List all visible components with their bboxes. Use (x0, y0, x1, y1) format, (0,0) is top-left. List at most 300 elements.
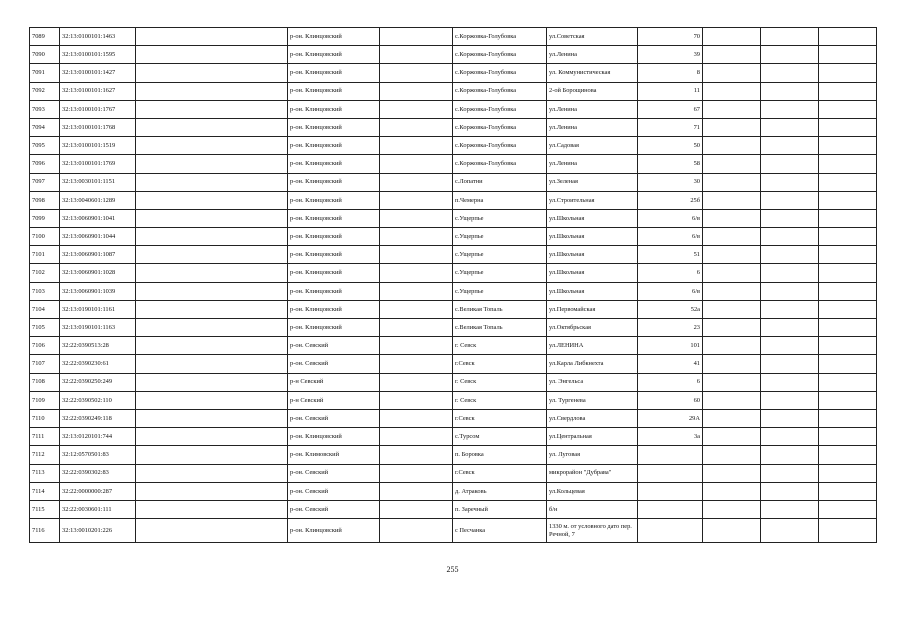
locality-cell: с.Ущерпье (453, 264, 547, 282)
extra-col-2-cell (761, 173, 819, 191)
cadastral-number-cell: 32:13:0100101:1768 (60, 118, 136, 136)
street-cell: ул.ЛЕНИНА (547, 337, 638, 355)
extra-col-3-cell (819, 282, 877, 300)
district-cell: р-он. Клинцовский (288, 64, 380, 82)
cadastral-number-cell: 32:22:0030601:111 (60, 500, 136, 518)
cadastral-number-cell: 32:13:0030101:1151 (60, 173, 136, 191)
settlement-type-cell (380, 137, 453, 155)
district-cell: р-он. Клинцовский (288, 155, 380, 173)
extra-col-1-cell (703, 519, 761, 543)
object-name-cell (136, 446, 288, 464)
cadastral-number-cell: 32:22:0000000:287 (60, 482, 136, 500)
street-cell: ул.Ленина (547, 46, 638, 64)
house-number-cell: 51 (638, 246, 703, 264)
record-number-cell: 7098 (30, 191, 60, 209)
house-number-cell: 11 (638, 82, 703, 100)
locality-cell: г.Севск (453, 355, 547, 373)
cadastral-number-cell: 32:13:0100101:1627 (60, 82, 136, 100)
cadastral-number-cell: 32:13:0190101:1161 (60, 300, 136, 318)
extra-col-1-cell (703, 319, 761, 337)
extra-col-2-cell (761, 246, 819, 264)
settlement-type-cell (380, 355, 453, 373)
district-cell: р-он. Клинцовский (288, 519, 380, 543)
extra-col-1-cell (703, 482, 761, 500)
street-cell: ул.Ленина (547, 100, 638, 118)
district-cell: р-он. Севский (288, 409, 380, 427)
record-number-cell: 7110 (30, 409, 60, 427)
extra-col-1-cell (703, 82, 761, 100)
house-number-cell: 30 (638, 173, 703, 191)
cadastral-number-cell: 32:22:0390302:83 (60, 464, 136, 482)
cadastral-number-cell: 32:13:0100101:1427 (60, 64, 136, 82)
street-cell: ул.Кольцевая (547, 482, 638, 500)
house-number-cell: 6 (638, 264, 703, 282)
extra-col-1-cell (703, 155, 761, 173)
cadastral-number-cell: 32:13:0010201:226 (60, 519, 136, 543)
locality-cell: п. Боровка (453, 446, 547, 464)
extra-col-2-cell (761, 409, 819, 427)
settlement-type-cell (380, 173, 453, 191)
street-cell: ул.Школьная (547, 264, 638, 282)
house-number-cell: 39 (638, 46, 703, 64)
street-cell: ул.Октябрьская (547, 319, 638, 337)
extra-col-1-cell (703, 228, 761, 246)
record-number-cell: 7095 (30, 137, 60, 155)
extra-col-3-cell (819, 246, 877, 264)
record-number-cell: 7112 (30, 446, 60, 464)
district-cell: р-он. Клинцовский (288, 173, 380, 191)
extra-col-2-cell (761, 355, 819, 373)
extra-col-3-cell (819, 300, 877, 318)
street-cell: 2-ой Борощинова (547, 82, 638, 100)
extra-col-1-cell (703, 300, 761, 318)
record-number-cell: 7107 (30, 355, 60, 373)
street-cell: ул. Энгельса (547, 373, 638, 391)
extra-col-1-cell (703, 209, 761, 227)
object-name-cell (136, 191, 288, 209)
extra-col-1-cell (703, 355, 761, 373)
extra-col-3-cell (819, 464, 877, 482)
cadastral-number-cell: 32:13:0060901:1087 (60, 246, 136, 264)
record-number-cell: 7101 (30, 246, 60, 264)
house-number-cell: 52а (638, 300, 703, 318)
extra-col-2-cell (761, 519, 819, 543)
table-row (30, 209, 877, 227)
district-cell: р-н Севский (288, 391, 380, 409)
district-cell: р-н Севский (288, 373, 380, 391)
cadastral-number-cell: 32:13:0060901:1028 (60, 264, 136, 282)
extra-col-1-cell (703, 118, 761, 136)
record-number-cell: 7103 (30, 282, 60, 300)
table-row (30, 173, 877, 191)
district-cell: р-он. Севский (288, 482, 380, 500)
settlement-type-cell (380, 82, 453, 100)
record-number-cell: 7116 (30, 519, 60, 543)
extra-col-1-cell (703, 428, 761, 446)
extra-col-3-cell (819, 209, 877, 227)
table-row (30, 46, 877, 64)
house-number-cell: 3а (638, 428, 703, 446)
table-row (30, 373, 877, 391)
locality-cell: с.Коржовка-Голубовка (453, 82, 547, 100)
house-number-cell: 67 (638, 100, 703, 118)
record-number-cell: 7104 (30, 300, 60, 318)
cadastral-number-cell: 32:13:0040601:1289 (60, 191, 136, 209)
table-row (30, 246, 877, 264)
settlement-type-cell (380, 155, 453, 173)
street-cell: ул. Тургенева (547, 391, 638, 409)
record-number-cell: 7111 (30, 428, 60, 446)
extra-col-3-cell (819, 446, 877, 464)
table-row (30, 155, 877, 173)
record-number-cell: 7106 (30, 337, 60, 355)
locality-cell: с.Ущерпье (453, 282, 547, 300)
table-row (30, 319, 877, 337)
locality-cell: с.Ущерпье (453, 209, 547, 227)
extra-col-3-cell (819, 337, 877, 355)
locality-cell: г. Севск (453, 337, 547, 355)
extra-col-1-cell (703, 282, 761, 300)
district-cell: р-он. Клинцовский (288, 191, 380, 209)
house-number-cell: 23 (638, 319, 703, 337)
object-name-cell (136, 482, 288, 500)
object-name-cell (136, 46, 288, 64)
extra-col-2-cell (761, 82, 819, 100)
street-cell: б/н (547, 500, 638, 518)
settlement-type-cell (380, 446, 453, 464)
record-number-cell: 7094 (30, 118, 60, 136)
cadastral-number-cell: 32:13:0100101:1463 (60, 28, 136, 46)
extra-col-3-cell (819, 100, 877, 118)
extra-col-1-cell (703, 337, 761, 355)
extra-col-3-cell (819, 519, 877, 543)
district-cell: р-он. Клинцовский (288, 282, 380, 300)
district-cell: р-он. Севский (288, 337, 380, 355)
extra-col-2-cell (761, 482, 819, 500)
object-name-cell (136, 409, 288, 427)
street-cell: ул.Свердлова (547, 409, 638, 427)
extra-col-1-cell (703, 446, 761, 464)
extra-col-3-cell (819, 373, 877, 391)
table-row (30, 500, 877, 518)
settlement-type-cell (380, 482, 453, 500)
cadastral-number-cell: 32:13:0100101:1595 (60, 46, 136, 64)
object-name-cell (136, 64, 288, 82)
district-cell: р-он. Клинцовский (288, 82, 380, 100)
street-cell: микрорайон "Дубрава" (547, 464, 638, 482)
house-number-cell: 50 (638, 137, 703, 155)
record-number-cell: 7097 (30, 173, 60, 191)
object-name-cell (136, 428, 288, 446)
record-number-cell: 7105 (30, 319, 60, 337)
record-number-cell: 7090 (30, 46, 60, 64)
table-row (30, 82, 877, 100)
extra-col-1-cell (703, 464, 761, 482)
house-number-cell: 6/в (638, 209, 703, 227)
extra-col-2-cell (761, 191, 819, 209)
extra-col-2-cell (761, 209, 819, 227)
object-name-cell (136, 464, 288, 482)
object-name-cell (136, 246, 288, 264)
house-number-cell: 70 (638, 28, 703, 46)
table-row (30, 464, 877, 482)
table-row (30, 428, 877, 446)
extra-col-3-cell (819, 155, 877, 173)
cadastral-number-cell: 32:22:0390513:28 (60, 337, 136, 355)
table-row (30, 137, 877, 155)
settlement-type-cell (380, 264, 453, 282)
cadastral-number-cell: 32:13:0100101:1519 (60, 137, 136, 155)
cadastral-number-cell: 32:13:0100101:1769 (60, 155, 136, 173)
extra-col-1-cell (703, 246, 761, 264)
locality-cell: с.Коржовка-Голубовка (453, 137, 547, 155)
cadastral-number-cell: 32:22:0390230:61 (60, 355, 136, 373)
locality-cell: с.Турсом (453, 428, 547, 446)
locality-cell: с.Коржовка-Голубовка (453, 118, 547, 136)
object-name-cell (136, 300, 288, 318)
house-number-cell: 8 (638, 64, 703, 82)
locality-cell: с.Великая Топаль (453, 300, 547, 318)
house-number-cell: 6 (638, 373, 703, 391)
extra-col-1-cell (703, 373, 761, 391)
extra-col-2-cell (761, 282, 819, 300)
object-name-cell (136, 137, 288, 155)
district-cell: р-он. Клинцовский (288, 264, 380, 282)
extra-col-3-cell (819, 428, 877, 446)
cadastral-number-cell: 32:13:0190101:1163 (60, 319, 136, 337)
house-number-cell: 29А (638, 409, 703, 427)
extra-col-3-cell (819, 118, 877, 136)
extra-col-2-cell (761, 300, 819, 318)
extra-col-1-cell (703, 137, 761, 155)
street-cell: ул.Садовая (547, 137, 638, 155)
locality-cell: с.Коржовка-Голубовка (453, 64, 547, 82)
cadastral-number-cell: 32:22:0390502:110 (60, 391, 136, 409)
locality-cell: г. Севск (453, 373, 547, 391)
district-cell: р-он. Клинцовский (288, 319, 380, 337)
settlement-type-cell (380, 428, 453, 446)
extra-col-1-cell (703, 409, 761, 427)
district-cell: р-он. Клинцовский (288, 137, 380, 155)
street-cell: ул.Школьная (547, 228, 638, 246)
extra-col-3-cell (819, 482, 877, 500)
locality-cell: с.Лопатни (453, 173, 547, 191)
table-row (30, 191, 877, 209)
page-number: 255 (446, 565, 459, 574)
house-number-cell: 71 (638, 118, 703, 136)
extra-col-1-cell (703, 100, 761, 118)
extra-col-1-cell (703, 191, 761, 209)
record-number-cell: 7100 (30, 228, 60, 246)
extra-col-3-cell (819, 264, 877, 282)
extra-col-2-cell (761, 137, 819, 155)
locality-cell: д. Атраковь (453, 482, 547, 500)
record-number-cell: 7093 (30, 100, 60, 118)
extra-col-3-cell (819, 228, 877, 246)
extra-col-2-cell (761, 464, 819, 482)
settlement-type-cell (380, 246, 453, 264)
locality-cell: г. Севск (453, 391, 547, 409)
extra-col-2-cell (761, 337, 819, 355)
extra-col-3-cell (819, 64, 877, 82)
extra-col-2-cell (761, 64, 819, 82)
table-row (30, 64, 877, 82)
locality-cell: с Песчанка (453, 519, 547, 543)
district-cell: р-он. Севский (288, 355, 380, 373)
extra-col-3-cell (819, 391, 877, 409)
street-cell: ул.Ленина (547, 118, 638, 136)
table-row (30, 264, 877, 282)
settlement-type-cell (380, 64, 453, 82)
settlement-type-cell (380, 500, 453, 518)
extra-col-2-cell (761, 100, 819, 118)
cadastral-number-cell: 32:12:0570501:83 (60, 446, 136, 464)
extra-col-3-cell (819, 28, 877, 46)
settlement-type-cell (380, 337, 453, 355)
object-name-cell (136, 228, 288, 246)
object-name-cell (136, 282, 288, 300)
district-cell: р-он. Клинцовский (288, 428, 380, 446)
object-name-cell (136, 391, 288, 409)
table-row (30, 337, 877, 355)
extra-col-3-cell (819, 191, 877, 209)
object-name-cell (136, 519, 288, 543)
object-name-cell (136, 337, 288, 355)
cadastral-number-cell: 32:13:0060901:1039 (60, 282, 136, 300)
object-name-cell (136, 118, 288, 136)
district-cell: р-он. Клинцовский (288, 209, 380, 227)
extra-col-1-cell (703, 500, 761, 518)
street-cell: ул.Школьная (547, 246, 638, 264)
district-cell: р-он. Клинцовский (288, 100, 380, 118)
street-cell: ул.Школьная (547, 282, 638, 300)
extra-col-2-cell (761, 28, 819, 46)
table-row (30, 355, 877, 373)
district-cell: р-он. Клинцовский (288, 300, 380, 318)
settlement-type-cell (380, 391, 453, 409)
cadastral-number-cell: 32:13:0060901:1041 (60, 209, 136, 227)
settlement-type-cell (380, 100, 453, 118)
table-row (30, 519, 877, 543)
record-number-cell: 7115 (30, 500, 60, 518)
table-row (30, 100, 877, 118)
object-name-cell (136, 319, 288, 337)
settlement-type-cell (380, 319, 453, 337)
house-number-cell: 101 (638, 337, 703, 355)
locality-cell: г.Севск (453, 409, 547, 427)
house-number-cell: 41 (638, 355, 703, 373)
locality-cell: с.Ущерпье (453, 228, 547, 246)
extra-col-2-cell (761, 500, 819, 518)
record-number-cell: 7108 (30, 373, 60, 391)
extra-col-2-cell (761, 228, 819, 246)
settlement-type-cell (380, 209, 453, 227)
table-row (30, 482, 877, 500)
house-number-cell: 58 (638, 155, 703, 173)
object-name-cell (136, 28, 288, 46)
extra-col-1-cell (703, 46, 761, 64)
object-name-cell (136, 500, 288, 518)
object-name-cell (136, 100, 288, 118)
settlement-type-cell (380, 300, 453, 318)
district-cell: р-он. Клинцовский (288, 28, 380, 46)
house-number-cell: 60 (638, 391, 703, 409)
district-cell: р-он. Клинцовский (288, 118, 380, 136)
extra-col-2-cell (761, 264, 819, 282)
table-row (30, 446, 877, 464)
cadastral-number-cell: 32:13:0100101:1767 (60, 100, 136, 118)
district-cell: р-он. Севский (288, 500, 380, 518)
house-number-cell (638, 482, 703, 500)
extra-col-3-cell (819, 409, 877, 427)
record-number-cell: 7091 (30, 64, 60, 82)
house-number-cell (638, 500, 703, 518)
extra-col-1-cell (703, 264, 761, 282)
extra-col-2-cell (761, 118, 819, 136)
record-number-cell: 7113 (30, 464, 60, 482)
locality-cell: г.Севск (453, 464, 547, 482)
street-cell: ул.Ленина (547, 155, 638, 173)
house-number-cell: 6/в (638, 282, 703, 300)
table-row (30, 118, 877, 136)
record-number-cell: 7109 (30, 391, 60, 409)
object-name-cell (136, 264, 288, 282)
object-name-cell (136, 209, 288, 227)
extra-col-2-cell (761, 446, 819, 464)
extra-col-2-cell (761, 428, 819, 446)
house-number-cell (638, 464, 703, 482)
extra-col-1-cell (703, 28, 761, 46)
settlement-type-cell (380, 464, 453, 482)
district-cell: р-он. Севский (288, 464, 380, 482)
table-row (30, 28, 877, 46)
district-cell: р-он. Климовский (288, 446, 380, 464)
street-cell: ул.Советская (547, 28, 638, 46)
street-cell: ул. Коммунистическая (547, 64, 638, 82)
object-name-cell (136, 82, 288, 100)
extra-col-1-cell (703, 391, 761, 409)
extra-col-1-cell (703, 64, 761, 82)
street-cell: ул. Луговая (547, 446, 638, 464)
street-cell: ул.Зеленая (547, 173, 638, 191)
settlement-type-cell (380, 409, 453, 427)
district-cell: р-он. Клинцовский (288, 228, 380, 246)
extra-col-1-cell (703, 173, 761, 191)
house-number-cell (638, 446, 703, 464)
extra-col-3-cell (819, 319, 877, 337)
locality-cell: с.Коржовка-Голубовка (453, 155, 547, 173)
house-number-cell (638, 519, 703, 543)
extra-col-2-cell (761, 155, 819, 173)
table-row (30, 228, 877, 246)
extra-col-2-cell (761, 373, 819, 391)
locality-cell: с.Коржовка-Голубовка (453, 46, 547, 64)
house-number-cell: 6/в (638, 228, 703, 246)
table-row (30, 391, 877, 409)
cadastral-number-cell: 32:22:0390250:249 (60, 373, 136, 391)
settlement-type-cell (380, 28, 453, 46)
table-row (30, 300, 877, 318)
settlement-type-cell (380, 46, 453, 64)
extra-col-2-cell (761, 391, 819, 409)
street-cell: ул.Центральная (547, 428, 638, 446)
record-number-cell: 7089 (30, 28, 60, 46)
house-number-cell: 25б (638, 191, 703, 209)
settlement-type-cell (380, 228, 453, 246)
record-number-cell: 7114 (30, 482, 60, 500)
locality-cell: с.Ущерпье (453, 246, 547, 264)
district-cell: р-он. Клинцовский (288, 246, 380, 264)
